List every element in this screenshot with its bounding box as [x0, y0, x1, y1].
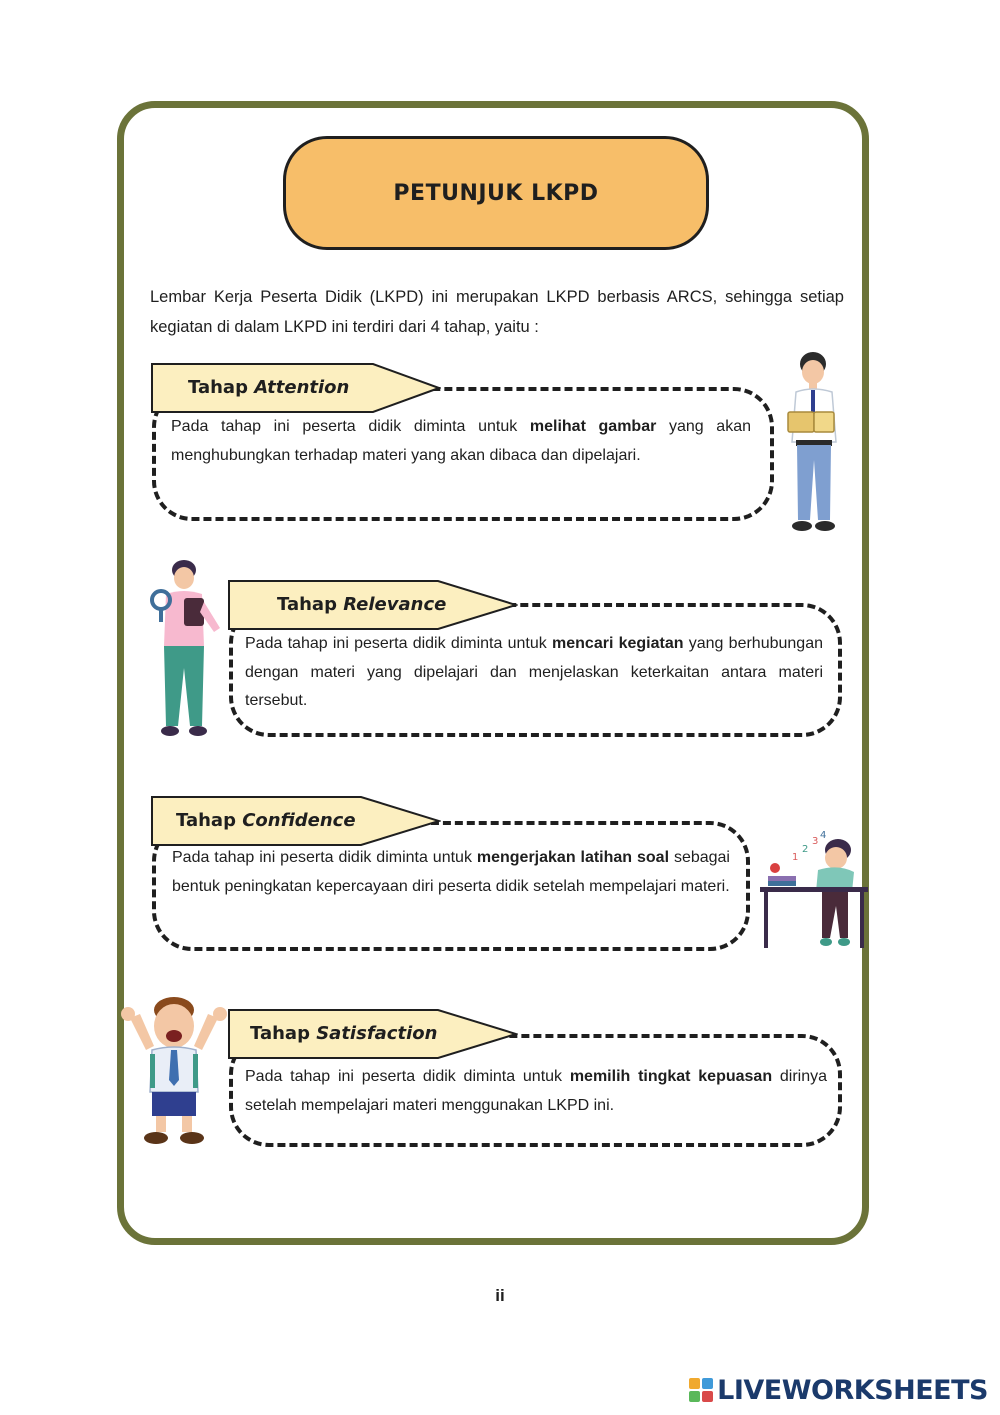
desc-text: Pada tahap ini peserta didik diminta untuk [245, 635, 553, 652]
step-tag-prefix: Tahap [176, 810, 243, 831]
svg-text:4: 4 [820, 830, 827, 841]
desc-text: Pada tahap ini peserta didik diminta untuk [171, 418, 530, 435]
desc-bold: memilih tingkat kepuasan [569, 1068, 773, 1085]
step-tag-name: Confidence [242, 810, 356, 831]
step-tag [228, 1009, 518, 1059]
desc-bold: melihat gambar [529, 418, 657, 435]
step-description [172, 844, 730, 901]
desc-text: yang berhubungan dengan materi yang dipelajari dan menjelaskan keterkaitan antara materi tersebut. [245, 635, 823, 709]
desc-text: sebagai bentuk peningkatan kepercayaan diri peserta didik setelah mempelajari materi. [172, 849, 730, 895]
step-description [171, 413, 751, 470]
brand-logo-icon [689, 1378, 713, 1402]
desc-text: yang akan menghubungkan terhadap materi yang akan dibaca dan dipelajari. [171, 418, 751, 464]
student-magnifier-illustration [148, 558, 228, 740]
desc-text: dirinya setelah mempelajari materi menggunakan LKPD ini. [245, 1068, 827, 1114]
title-box [283, 136, 709, 250]
step-tag-name: Attention [254, 377, 350, 398]
svg-text:3: 3 [812, 836, 819, 847]
step-tag-prefix: Tahap [277, 594, 344, 615]
step-description [245, 630, 823, 716]
desc-bold: mencari kegiatan [552, 635, 684, 652]
page-title: PETUNJUK LKPD [393, 180, 599, 206]
desc-bold: mengerjakan latihan soal [476, 849, 670, 866]
step-description [245, 1063, 827, 1120]
desc-text: Pada tahap ini peserta didik diminta untuk [172, 849, 477, 866]
teacher-illustration [782, 350, 846, 536]
step-tag-prefix: Tahap [250, 1023, 317, 1044]
page-number: ii [495, 1286, 505, 1305]
brand-watermark [689, 1374, 988, 1406]
cheering-boy-illustration [116, 994, 232, 1148]
step-tag-name: Satisfaction [316, 1023, 438, 1044]
desc-text: Pada tahap ini peserta didik diminta untuk [245, 1068, 570, 1085]
svg-text:1: 1 [792, 852, 799, 863]
step-tag-name: Relevance [343, 594, 447, 615]
student-desk-illustration [758, 830, 870, 952]
brand-text: LIVEWORKSHEETS [717, 1374, 988, 1406]
step-tag [228, 580, 518, 630]
intro-paragraph: Lembar Kerja Peserta Didik (LKPD) ini merupakan LKPD berbasis ARCS, sehingga setiap kegiatan di dalam LKPD ini terdiri dari 4 tahap, yaitu : [150, 288, 844, 336]
step-tag [151, 796, 441, 846]
svg-text:2: 2 [802, 844, 809, 855]
step-tag [151, 363, 441, 413]
step-tag-prefix: Tahap [188, 377, 255, 398]
